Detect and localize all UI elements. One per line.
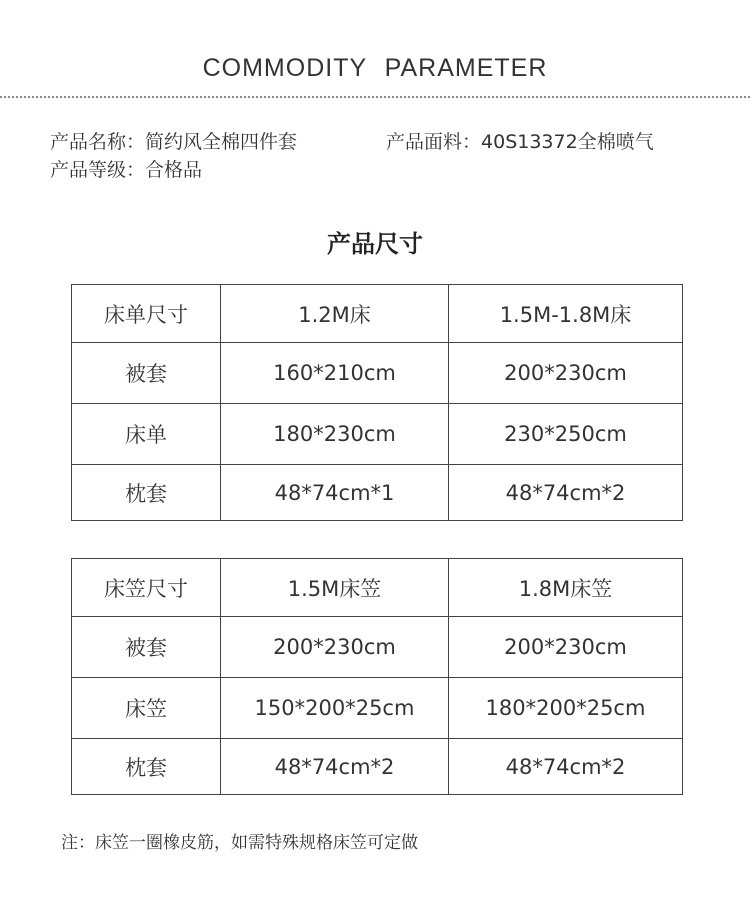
params-row-2 (50, 156, 297, 184)
table-cell: 180*230cm (221, 404, 449, 465)
fabric-value: 40S13372全棉喷气 (481, 131, 654, 153)
table-row (72, 343, 683, 404)
table-cell: 48*74cm*1 (221, 465, 449, 521)
table-row (72, 465, 683, 521)
table-cell: 200*230cm (221, 617, 449, 678)
table-header-row (72, 285, 683, 343)
table-cell: 被套 (72, 617, 221, 678)
table-header-row (72, 559, 683, 617)
table-cell: 床笠 (72, 678, 221, 739)
dotted-divider (0, 96, 750, 98)
table-cell: 200*230cm (449, 617, 683, 678)
fabric-group (386, 128, 654, 156)
table-row (72, 404, 683, 465)
table-header-cell: 1.5M-1.8M床 (449, 285, 683, 343)
product-name-label: 产品名称： (50, 131, 146, 153)
table-cell: 180*200*25cm (449, 678, 683, 739)
table-cell: 48*74cm*2 (221, 739, 449, 795)
product-name-value: 简约风全棉四件套 (145, 131, 298, 153)
table-header-cell: 1.2M床 (221, 285, 449, 343)
table-cell: 230*250cm (449, 404, 683, 465)
table-row (72, 678, 683, 739)
page-title: COMMODITY PARAMETER (202, 54, 548, 82)
grade-label: 产品等级： (50, 159, 146, 181)
table-cell: 枕套 (72, 739, 221, 795)
table-cell: 被套 (72, 343, 221, 404)
table-cell: 48*74cm*2 (449, 739, 683, 795)
table-cell: 48*74cm*2 (449, 465, 683, 521)
table-cell: 枕套 (72, 465, 221, 521)
product-params (50, 128, 654, 184)
section-title: 产品尺寸 (327, 230, 423, 258)
table-header-cell: 1.5M床笠 (221, 559, 449, 617)
table-header-cell: 床笠尺寸 (72, 559, 221, 617)
table-header-cell: 1.8M床笠 (449, 559, 683, 617)
table-row (72, 617, 683, 678)
fabric-label: 产品面料： (386, 131, 482, 153)
table-row (72, 739, 683, 795)
footnote: 注：床笠一圈橡皮筋，如需特殊规格床笠可定做 (61, 833, 418, 853)
params-row-1 (50, 128, 654, 156)
fitted-sheet-size-table (71, 558, 683, 795)
table-cell: 150*200*25cm (221, 678, 449, 739)
table-cell: 床单 (72, 404, 221, 465)
grade-value: 合格品 (145, 159, 203, 181)
table-cell: 160*210cm (221, 343, 449, 404)
table-cell: 200*230cm (449, 343, 683, 404)
bedsheet-size-table (71, 284, 683, 521)
table-header-cell: 床单尺寸 (72, 285, 221, 343)
